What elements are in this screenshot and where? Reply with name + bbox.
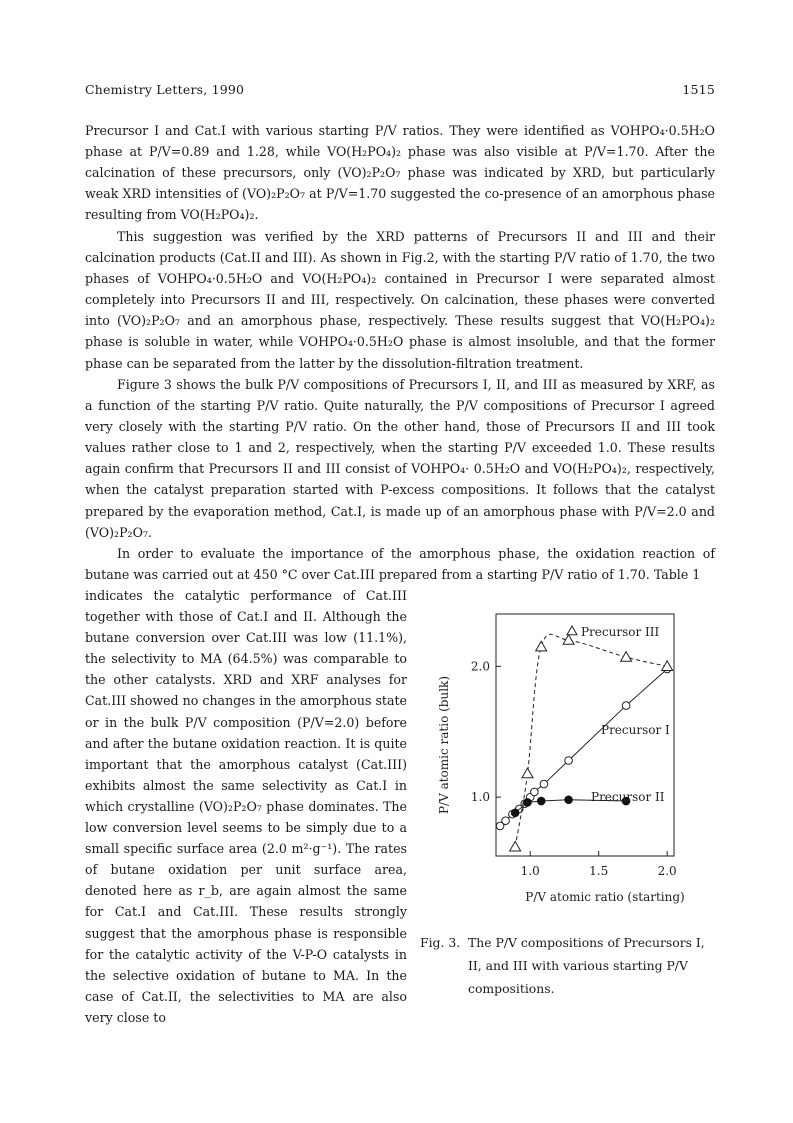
paragraph-2: This suggestion was verified by the XRD patterns of Precursors II and III and their calcination products (Cat.II and III). As shown in Fig.2, with the starting P/V ratio of 1.70, the two phases of VOHPO₄·0.5H₂O and VO(H₂PO₄)₂ contained in Precursor I were separated almost completely into Precursors II and III, respectively. On calcination, these phases were converted into (VO)₂P₂O₇ and an amorphous phase, respectively. These results suggest that VO(H₂PO₄)₂ phase is soluble in water, while VOHPO₄·0.5H₂O phase is almost insoluble, and that the former phase can be separated from the latter by the dissolution-filtration treatment.: [85, 229, 715, 371]
caption-text: The P/V compositions of Precursors I, II, and III with various starting P/V compositions.: [468, 935, 705, 996]
x-tick-label: 2.0: [657, 864, 677, 878]
paragraph-3: Figure 3 shows the bulk P/V compositions of Precursors I, II, and III as measured by XRF, as a function of the starting P/V ratio. Quite naturally, the P/V compositions of Precursor I agreed very closely with the starting P/V ratio. On the other hand, those of Precursors II and III took values rather close to 1 and 2, respectively, when the starting P/V exceeded 1.0. These results again confirm that Precursors II and III consist of VOHPO₄· 0.5H₂O and VO(H₂PO₄)₂, respectively, when the catalyst preparation started with P-excess compositions. It follows that the catalyst prepared by the evaporation method, Cat.I, is made up of an amorphous phase with P/V=2.0 and (VO)₂P₂O₇.: [85, 377, 715, 540]
precursor-iii-point: [662, 661, 673, 671]
precursor-ii-point: [511, 809, 519, 817]
y-axis-label: P/V atomic ratio (bulk): [437, 675, 451, 815]
y-tick-label: 2.0: [470, 659, 490, 674]
precursor-iii-point: [536, 641, 547, 651]
figure-caption: [420, 931, 720, 1000]
x-tick-label: 1.5: [589, 864, 609, 878]
precursor-iii-point: [522, 768, 533, 778]
precursor-i-point: [565, 757, 573, 765]
precursor-iii-label: Precursor III: [581, 625, 660, 639]
precursor-ii-point: [524, 799, 532, 807]
precursor-iii-point: [510, 841, 521, 851]
precursor-i-point: [540, 780, 548, 788]
precursor-iii-point: [621, 652, 632, 662]
precursor-ii-label: Precursor II: [591, 790, 665, 804]
y-tick-label: 1.0: [470, 790, 490, 805]
precursor-i-point: [531, 788, 539, 796]
paragraph-1: Precursor I and Cat.I with various starting P/V ratios. They were identified as VOHPO₄·0.5H₂O phase at P/V=0.89 and 1.28, while VO(H₂PO₄)₂ phase was also visible at P/V=1.70. After the calcination of these precursors, only (VO)₂P₂O₇ phase was indicated by XRD, but particularly weak XRD intensities of (VO)₂P₂O₇ at P/V=1.70 suggested the co-presence of an amorphous phase resulting from VO(H₂PO₄)₂.: [85, 123, 715, 223]
legend-triangle-symbol: [567, 626, 577, 635]
page-number: 1515: [682, 82, 715, 97]
precursor-ii-point: [537, 797, 545, 805]
precursor-iii-line: [515, 634, 667, 847]
precursor-i-label: Precursor I: [601, 723, 670, 737]
paragraph-4-top: In order to evaluate the importance of the amorphous phase, the oxidation reaction of butane was carried out at 450 °C over Cat.III prepared from a starting P/V ratio of 1.70. Table 1: [85, 546, 715, 583]
x-axis-label: P/V atomic ratio (starting): [525, 890, 685, 904]
figure-3-chart: [436, 606, 686, 926]
precursor-ii-point: [565, 796, 573, 804]
journal-name: Chemistry Letters, 1990: [85, 82, 245, 97]
precursor-i-point: [502, 817, 510, 825]
caption-label: Fig. 3.: [420, 935, 461, 950]
x-tick-label: 1.0: [520, 864, 540, 878]
precursor-i-point: [622, 702, 630, 710]
paragraph-4-left-column: indicates the catalytic performance of Cat.III together with those of Cat.I and II. Although the butane conversion over Cat.III was low (11.1%), the selectivity to MA (64.5%) was comparable to the other catalysts. XRD and XRF analyses for Cat.III showed no changes in the amorphous state or in the bulk P/V composition (P/V=2.0) before and after the butane oxidation reaction. It is quite important that the amorphous catalyst (Cat.III) exhibits almost the same selectivity as Cat.I in which crystalline (VO)₂P₂O₇ phase dominates. The low conversion level seems to be simply due to a small specific surface area (2.0 m²·g⁻¹). The rates of butane oxidation per unit surface area, denoted here as r_b, are again almost the same for Cat.I and Cat.III. These results strongly suggest that the amorphous phase is responsible for the catalytic activity of the V-P-O catalysts in the selective oxidation of butane to MA. In the case of Cat.II, the selectivities to MA are also very close to: [85, 588, 407, 1025]
